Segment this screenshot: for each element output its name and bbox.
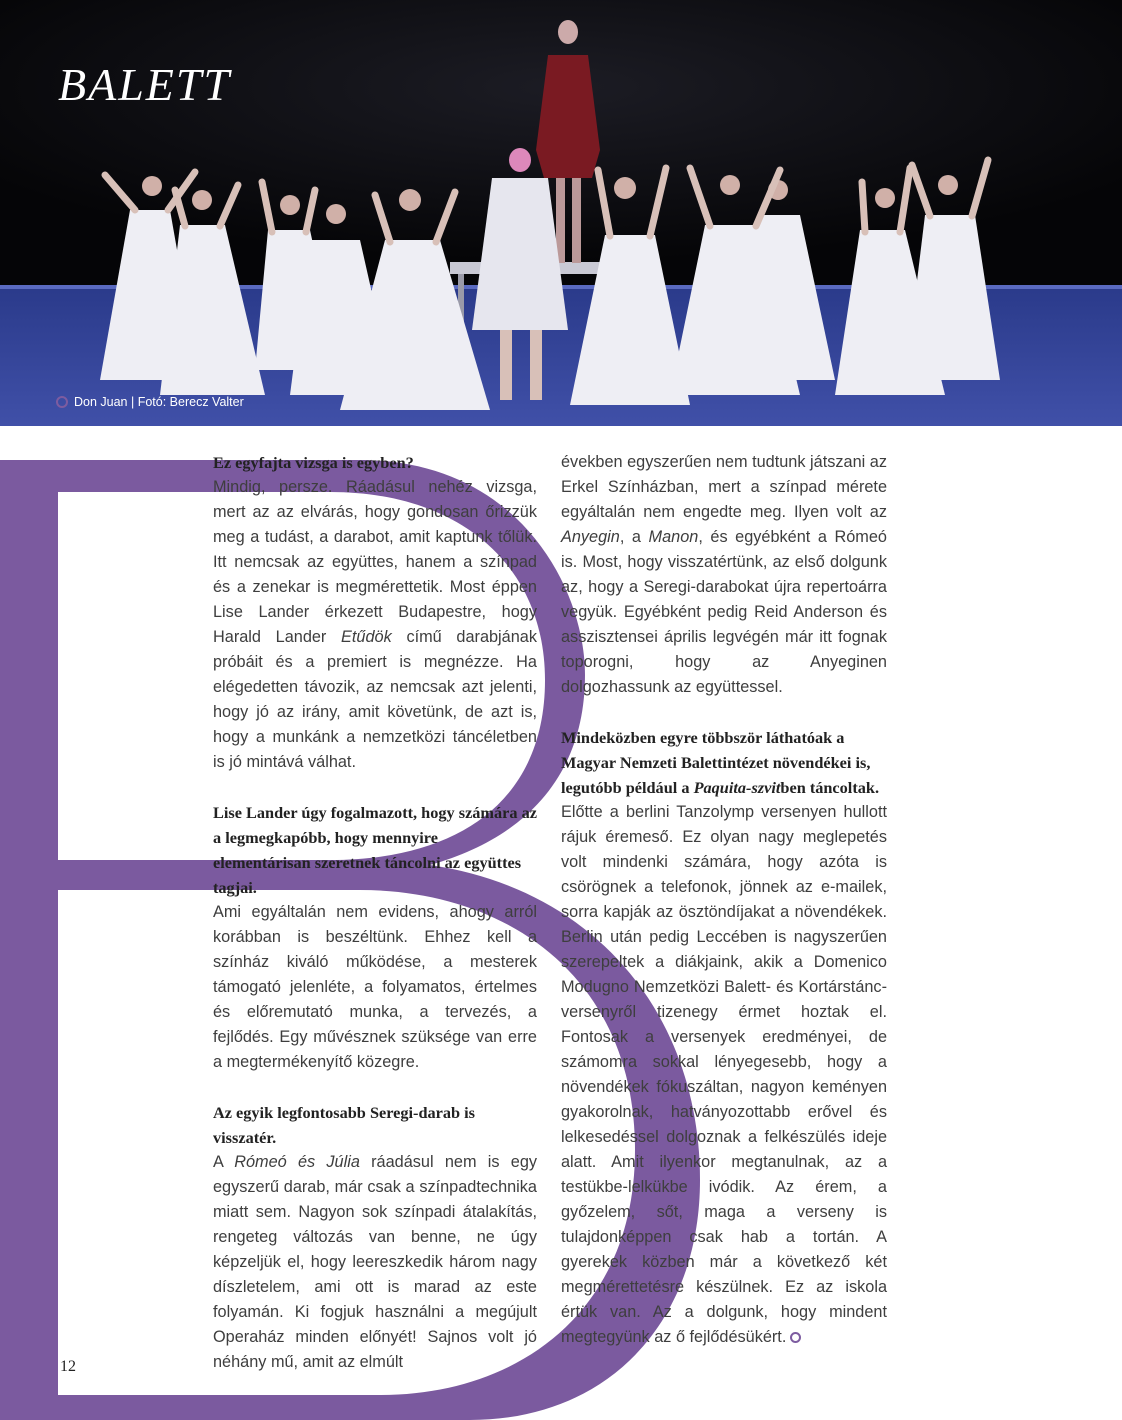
section-title: BALETT — [58, 59, 232, 110]
caption-text: Don Juan | Fotó: Berecz Valter — [74, 395, 244, 409]
caption-ring-icon — [56, 396, 68, 408]
question-3: Az egyik legfontosabb Seregi-darab is visszatér. — [213, 1103, 476, 1147]
question-4: Mindeközben egyre többször láthatóak a Magyar Nemzeti Balettintézet növendékei is, legutóbb például a Paquita-szvitben táncoltak. — [561, 728, 880, 797]
question-2: Lise Lander úgy fogalmazott, hogy számára az a legmegkapóbb, hogy mennyire elementárisan szeretnek táncolni az együttes tagjai. — [213, 803, 537, 897]
hero-photo — [0, 0, 1122, 426]
answer-1: Mindig, persze. Ráadásul nehéz vizsga, mert az az elvárás, hogy gondosan őrizzük meg a tudást, a darabot, amit kaptunk tőlük. Itt nemcsak az együttes, hanem a színpad és a zenekar is megmérettetik. Most éppen Lise Lander érkezett Budapestre, hogy Harald Lander Etűdök című darabjának próbáit és a premiert is megnézze. Ha elégedetten távozik, az nemcsak azt jelenti, hogy jó az irány, amit követünk, de azt is, hogy a munkánk a nemzetközi táncéletben is jó mintává válhat. — [213, 478, 537, 771]
right-text-column — [561, 450, 887, 1350]
answer-2: Ami egyáltalán nem evidens, ahogy arról korábban is beszéltünk. Ehhez kell a színház kiváló működése, a mesterek támogató jelenléte, a folyamatos, értelmes és előremutató munka, a tervezés, a fejlődés. Egy művésznek szüksége van erre a megtermékenyítő közegre. — [213, 903, 537, 1071]
page-number: 12 — [60, 1358, 76, 1375]
question-1: Ez egyfajta vizsga is egyben? — [213, 453, 414, 472]
answer-3: A Rómeó és Júlia ráadásul nem is egy egyszerű darab, már csak a színpadtechnika miatt sem. Nagyon sok színpadi átalakítás, rengeteg változás van benne, ne úgy képzeljük el, hogy leereszkedik három nagy díszletelem, ami ott is marad az este folyamán. Ki fogjuk használni a megújult Operaház minden előnyét! Sajnos volt jó néhány mű, amit az elmúlt — [213, 1153, 538, 1371]
left-text-column — [213, 450, 537, 1375]
photo-caption — [56, 395, 244, 409]
answer-3-continued: években egyszerűen nem tudtunk játszani az Erkel Színházban, mert a színpad mérete egyáltalán nem engedte meg. Ilyen volt az Anyegin, a Manon, és egyébként a Rómeó is. Most, hogy visszatértünk, az első dolgunk az, hogy a Seregi-darabokat újra repertoárra vegyük. Egyébként pedig Reid Anderson és asszisztensei április legvégén már itt fognak toporogni, hogy az Anyeginen dolgozhassunk az együttessel. — [561, 453, 887, 696]
end-mark-ring-icon — [790, 1332, 801, 1343]
answer-4: Előtte a berlini Tanzolymp versenyen hullott rájuk éremeső. Ez olyan nagy meglepetés volt mindenki számára, hogy azóta is csörögnek a telefonok, jönnek az e-mailek, sorra kapják az ösztöndíjakat a növendékek. Berlin után pedig Leccében is nagyszerűen szerepeltek a diákjaink, akik a Domenico Modugno Nemzetközi Balett- és Kortárstánc-versenyről tizenegy érmet hoztak el. Fontosak a versenyek eredményei, de számomra sokkal lényegesebb, hogy a növendékek fókuszáltan, nagyon keményen gyakorolnak, hatványozottabb erővel és lelkesedéssel dolgoznak a felkészülés ideje alatt. Amit ilyenkor megtanulnak, az a testükbe-lelkükbe ivódik. Az érem, a győzelem, sőt, maga a verseny is tulajdonképpen csak hab a tortán. A gyerekek közben már a következő két megmérettetésre készülnek. Ez az iskola értük van. Az a dolgunk, hogy mindent megtegyünk az ő fejlődésükért. — [561, 803, 887, 1346]
